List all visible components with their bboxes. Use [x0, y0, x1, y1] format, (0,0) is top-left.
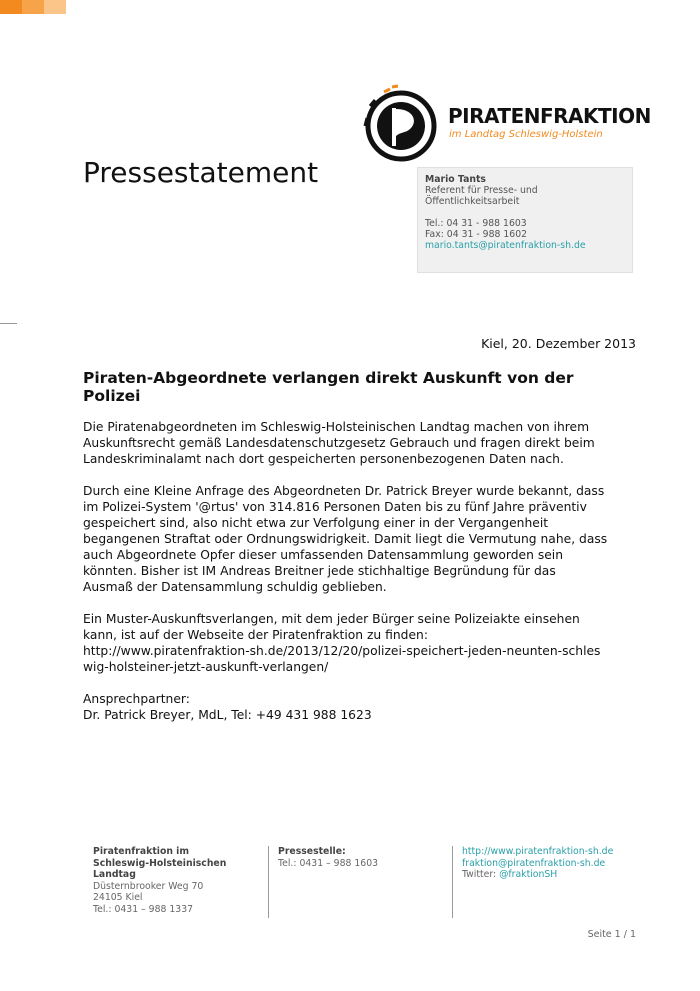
text-line: gespeichert sind, also nicht etwa zur Verfolgung einer in der Vergangenheit [83, 516, 549, 530]
corner-block [0, 0, 22, 14]
corner-block [22, 0, 44, 14]
footer-twitter [462, 869, 643, 881]
twitter-label: Twitter: [462, 869, 500, 881]
text-line: Auskunftsrecht gemäß Landesdatenschutzgesetz Gebrauch und fragen direkt beim [83, 436, 595, 450]
footer-website-link[interactable]: http://www.piratenfraktion-sh.de [462, 846, 614, 857]
footer-press-tel: Tel.: 0431 – 988 1603 [278, 857, 379, 869]
body-text [83, 419, 643, 739]
paragraph [83, 691, 643, 723]
paragraph [83, 483, 643, 595]
text-line: im Polizei-System '@rtus' von 314.816 Personen Daten bis zu fünf Jahre präventiv [83, 500, 587, 514]
footer-press-label: Pressestelle: [278, 846, 346, 857]
fold-mark [0, 323, 17, 324]
footer-street: Düsternbrooker Weg 70 [93, 880, 204, 892]
text-line: Ein Muster-Auskunftsverlangen, mit dem jeder Bürger seine Polizeiakte einsehen [83, 612, 580, 626]
piratenfraktion-logo [362, 82, 651, 168]
paragraph [83, 419, 643, 467]
logo-title: PIRATENFRAKTION [448, 104, 651, 128]
paragraph [83, 611, 643, 675]
text-line: Dr. Patrick Breyer, MdL, Tel: +49 431 988 1623 [83, 708, 372, 722]
contact-role: Referent für Presse- und [425, 185, 538, 196]
contact-role: Öffentlichkeitsarbeit [425, 196, 520, 207]
logo-subtitle: im Landtag Schleswig-Holstein [449, 129, 603, 140]
page-footer [83, 846, 643, 918]
footer-press-office [268, 846, 452, 918]
text-line: begangenen Straftat oder Ordnungswidrigkeit. Damit liegt die Vermutung nahe, dass [83, 532, 608, 546]
contact-name: Mario Tants [425, 174, 486, 185]
footer-org-name: Schleswig-Holsteinischen [93, 857, 227, 869]
footer-tel: Tel.: 0431 – 988 1337 [93, 903, 194, 915]
text-line: auch Abgeordnete Opfer dieser umfassenden Datensammlung geworden sein [83, 548, 564, 562]
text-line: Ansprechpartner: [83, 692, 190, 706]
text-line: Ausmaß der Datensammlung schuldig geblieben. [83, 580, 387, 594]
contact-tel: Tel.: 04 31 - 988 1603 [425, 218, 527, 229]
document-title: Pressestatement [83, 156, 319, 189]
footer-email-link[interactable]: fraktion@piratenfraktion-sh.de [462, 857, 606, 869]
text-line: könnten. Bisher ist IM Andreas Breitner jede stichhaltige Begründung für das [83, 564, 556, 578]
text-line: Die Piratenabgeordneten im Schleswig-Holsteinischen Landtag machen von ihrem [83, 420, 590, 434]
press-contact-box [417, 167, 633, 273]
footer-address [93, 846, 268, 918]
footer-org-name: Landtag [93, 869, 136, 881]
footer-org-name: Piratenfraktion im [93, 846, 190, 857]
text-line: Durch eine Kleine Anfrage des Abgeordneten Dr. Patrick Breyer wurde bekannt, dass [83, 484, 605, 498]
article-url[interactable]: http://www.piratenfraktion-sh.de/2013/12/20/polizei-speichert-jeden-neunten-schles [83, 644, 601, 658]
contact-fax: Fax: 04 31 - 988 1602 [425, 229, 528, 240]
page-indicator: Seite 1 / 1 [587, 929, 636, 940]
pirate-sail-icon [362, 82, 442, 168]
press-headline: Piraten-Abgeordnete verlangen direkt Auskunft von der Polizei [83, 369, 574, 405]
footer-links [452, 846, 643, 918]
date-line: Kiel, 20. Dezember 2013 [481, 336, 636, 351]
contact-email-link[interactable]: mario.tants@piratenfraktion-sh.de [425, 240, 586, 251]
article-url[interactable]: wig-holsteiner-jetzt-auskunft-verlangen/ [83, 660, 329, 674]
corner-block [44, 0, 66, 14]
text-line: Landeskriminalamt nach dort gespeicherten personenbezogenen Daten nach. [83, 452, 564, 466]
twitter-handle-link[interactable]: @fraktionSH [499, 869, 558, 881]
corner-accent-bar [0, 0, 66, 14]
footer-city: 24105 Kiel [93, 892, 143, 904]
text-line: kann, ist auf der Webseite der Piratenfraktion zu finden: [83, 628, 428, 642]
